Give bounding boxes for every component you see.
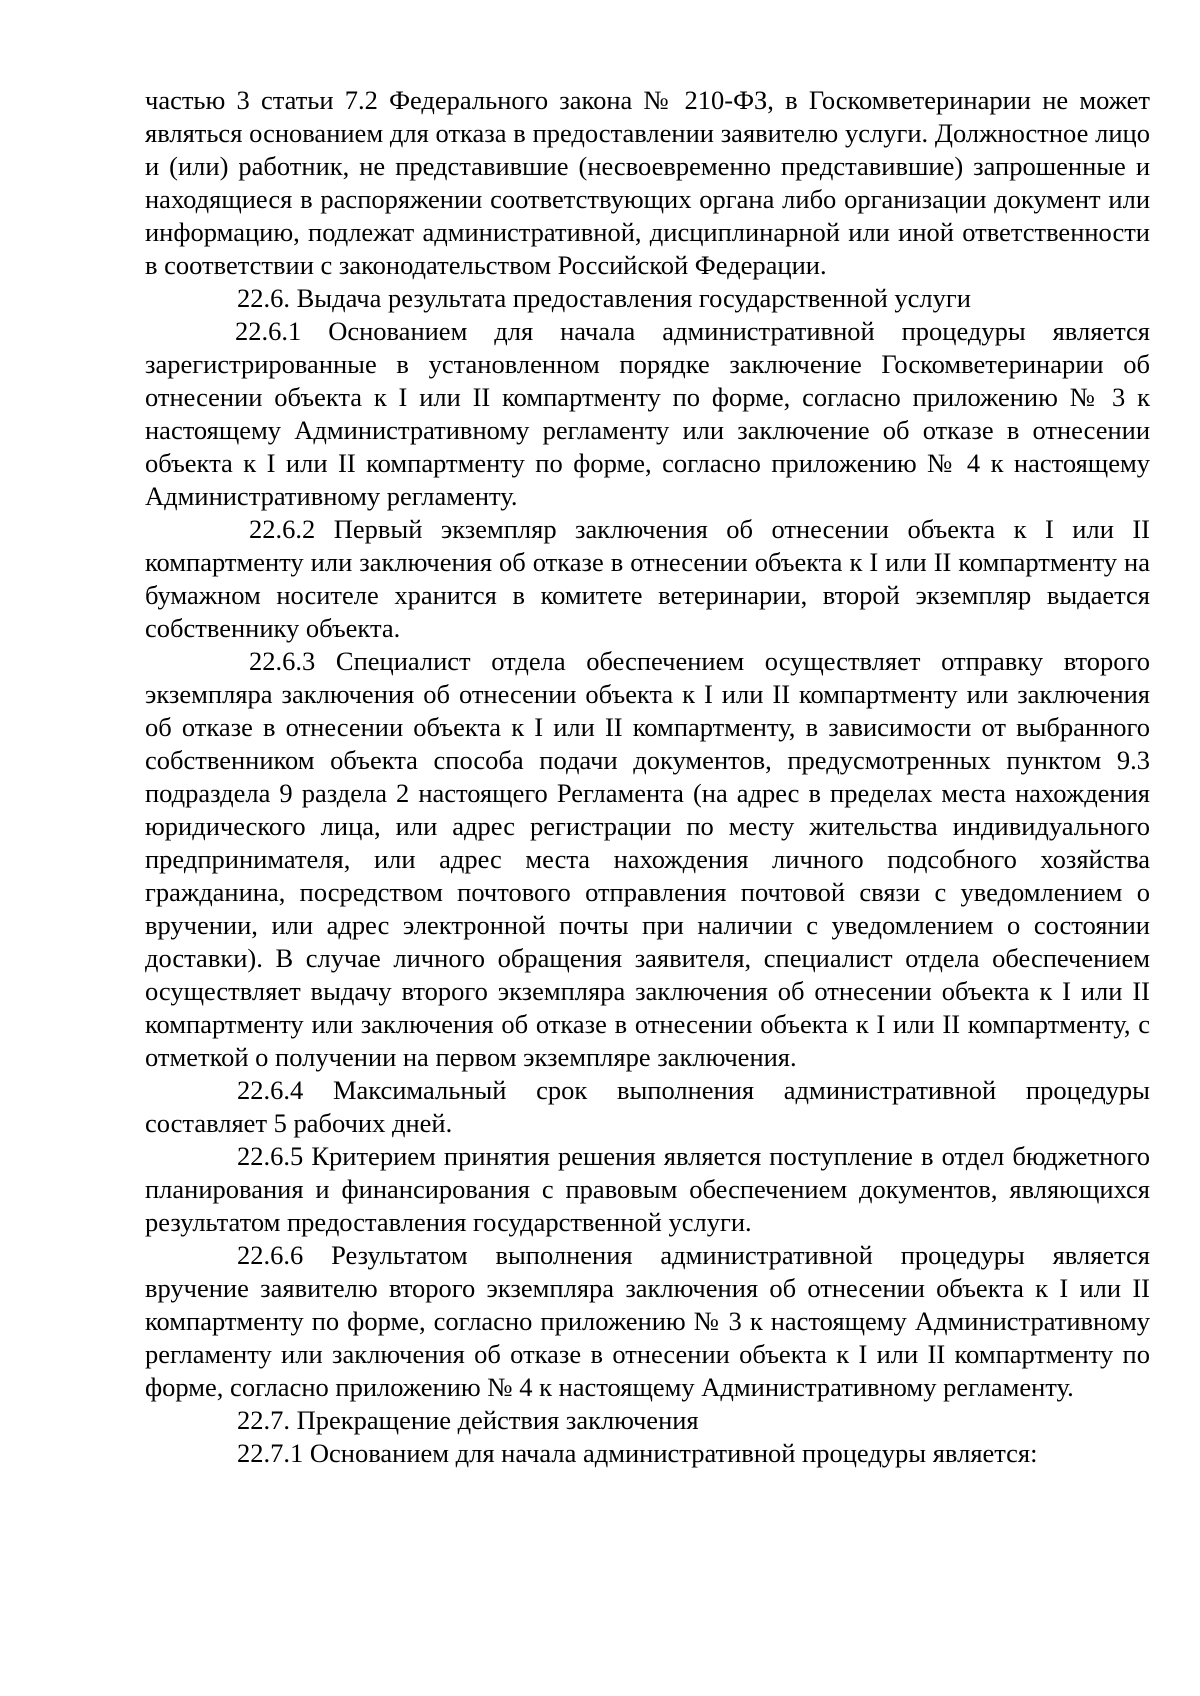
paragraph-22-7-1: 22.7.1 Основанием для начала административной процедуры является: xyxy=(237,1438,1038,1468)
paragraph-liability: частью 3 статьи 7.2 Федерального закона № 210-ФЗ, в Госкомветеринарии не может являться основанием для отказа в предоставлении заявителю услуги. Должностное лицо и (или) работник, не представившие (несвоевременно представившие) запрошенные и находящиеся в распоряжении соответствующих органа либо организации документ или информацию, подлежат административной, дисциплинарной или иной ответственности в соответствии с законодательством Российской Федерации. xyxy=(145,85,1150,280)
paragraph-22-6-3: 22.6.3 Специалист отдела обеспечением осуществляет отправку второго экземпляра заключения об отнесении объекта к I или II компартменту или заключения об отказе в отнесении объекта к I или II компартменту, в зависимости от выбранного собственником объекта способа подачи документов, предусмотренных пунктом 9.3 подраздела 9 раздела 2 настоящего Регламента (на адрес в пределах места нахождения юридического лица, или адрес регистрации по месту жительства индивидуального предпринимателя, или адрес места нахождения личного подсобного хозяйства гражданина, посредством почтового отправления почтовой связи с уведомлением о вручении, или адрес электронной почты при наличии с уведомлением о состоянии доставки). В случае личного обращения заявителя, специалист отдела обеспечением осуществляет выдачу второго экземпляра заключения об отнесении объекта к I или II компартменту или заключения об отказе в отнесении объекта к I или II компартменту, с отметкой о получении на первом экземпляре заключения. xyxy=(145,646,1150,1072)
paragraph-22-6-4: 22.6.4 Максимальный срок выполнения административной процедуры составляет 5 рабочих дней. xyxy=(145,1075,1150,1138)
paragraph-22-6-1: 22.6.1 Основанием для начала административной процедуры является зарегистрированные в установленном порядке заключение Госкомветеринарии об отнесении объекта к I или II компартменту по форме, согласно приложению № 3 к настоящему Административному регламенту или заключение об отказе в отнесении объекта к I или II компартменту по форме, согласно приложению № 4 к настоящему Административному регламенту. xyxy=(145,316,1150,511)
paragraph-22-6-6: 22.6.6 Результатом выполнения административной процедуры является вручение заявителю второго экземпляра заключения об отнесении объекта к I или II компартменту по форме, согласно приложению № 3 к настоящему Административному регламенту или заключения об отказе в отнесении объекта к I или II компартменту по форме, согласно приложению № 4 к настоящему Административному регламенту. xyxy=(145,1240,1150,1402)
paragraph-22-6-5: 22.6.5 Критерием принятия решения является поступление в отдел бюджетного планирования и финансирования с правовым обеспечением документов, являющихся результатом предоставления государственной услуги. xyxy=(145,1141,1150,1237)
heading-22-7: 22.7. Прекращение действия заключения xyxy=(237,1405,699,1435)
paragraph-22-6-2: 22.6.2 Первый экземпляр заключения об отнесении объекта к I или II компартменту или заключения об отказе в отнесении объекта к I или II компартменту на бумажном носителе хранится в комитете ветеринарии, второй экземпляр выдается собственнику объекта. xyxy=(145,514,1150,643)
heading-22-6: 22.6. Выдача результата предоставления государственной услуги xyxy=(237,283,971,313)
